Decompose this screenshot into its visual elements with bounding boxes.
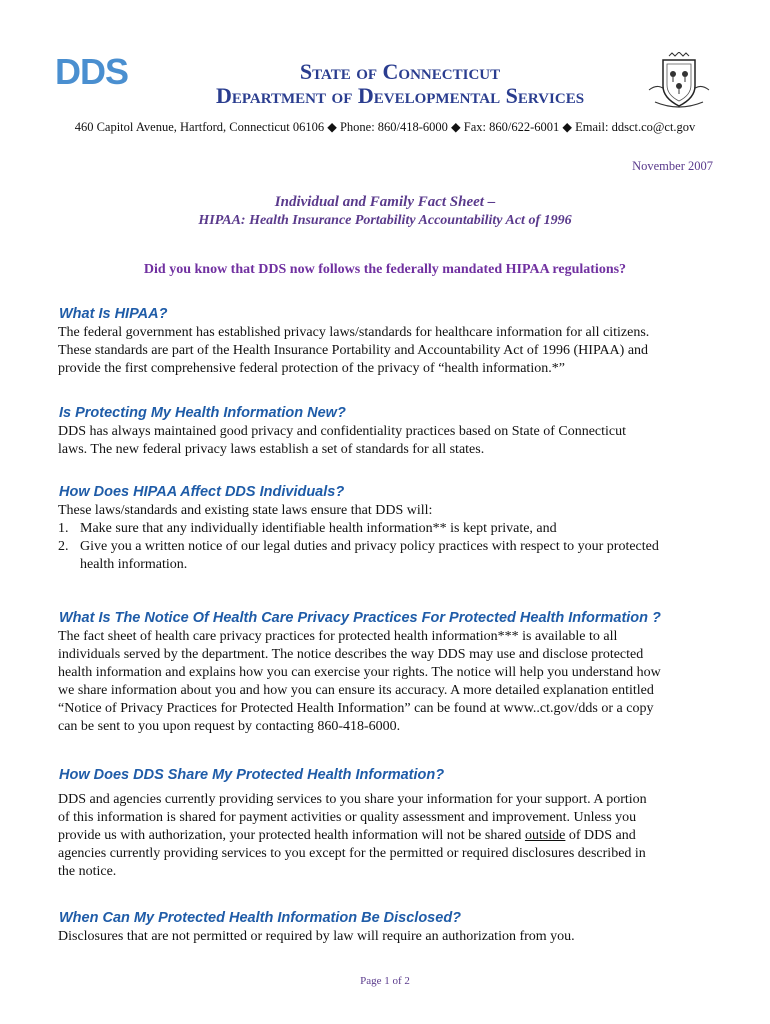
paragraph-hipaa-affect-intro: These laws/standards and existing state laws ensure that DDS will:: [58, 503, 433, 518]
dds-logo: DDS: [55, 51, 129, 92]
list-item: [58, 538, 718, 574]
page-number: Page 1 of 2: [360, 975, 410, 987]
list-text: Make sure that any individually identifiable health information** is kept private, and: [80, 521, 557, 536]
heading-notice-privacy-practices: What Is The Notice Of Health Care Privacy Practices For Protected Health Information ?: [59, 610, 661, 626]
paragraph-dds-share-info: [58, 791, 718, 881]
list-item: [58, 520, 718, 538]
heading-hipaa-affect: How Does HIPAA Affect DDS Individuals?: [59, 484, 345, 500]
org-name-line2: Department of Developmental Services: [215, 83, 585, 108]
fact-sheet-title: Individual and Family Fact Sheet –: [274, 194, 496, 210]
state-seal-icon: [645, 52, 713, 112]
text-line: provide the first comprehensive federal protection of the privacy of “health information.*”: [58, 361, 565, 376]
paragraph-notice-privacy-practices: [58, 628, 718, 736]
text-line: DDS has always maintained good privacy and confidentiality practices based on State of Connecticut: [58, 424, 627, 439]
underlined-word: outside: [524, 828, 566, 843]
paragraph-protecting-info: [58, 423, 718, 459]
contact-line: 460 Capitol Avenue, Hartford, Connecticut 06106 ◆ Phone: 860/418-6000 ◆ Fax: 860/622-6001 ◆ Email: ddsct.co@ct.gov: [74, 120, 696, 134]
text-line: we share information about you and how you can ensure its accuracy. A more detailed explanation entitled: [58, 683, 654, 698]
document-date: November 2007: [632, 159, 713, 173]
text-line: laws. The new federal privacy laws establish a set of standards for all states.: [58, 442, 485, 457]
text-line: “Notice of Privacy Practices for Protected Health Information” can be found at www..ct.gov/dds or a copy: [58, 701, 654, 716]
text-line: of this information is shared for payment activities or quality assessment and improvement. Unless you: [58, 810, 637, 825]
text-line: The fact sheet of health care privacy practices for protected health information*** is available to all: [58, 629, 618, 644]
list-number: 1.: [58, 521, 69, 536]
list-number: 2.: [58, 539, 69, 554]
text-line: health information and explains how you can exercise your rights. The notice will help you understand how: [58, 665, 661, 680]
fact-sheet-subtitle: HIPAA: Health Insurance Portability Accountability Act of 1996: [198, 213, 572, 228]
text-line: These standards are part of the Health Insurance Portability and Accountability Act of 1996 (HIPAA) and: [58, 343, 649, 358]
list-text-continued: health information.: [80, 557, 188, 572]
text-line: [58, 827, 718, 845]
list-text: Give you a written notice of our legal duties and privacy policy practices with respect to your protected: [80, 539, 659, 554]
paragraph-what-is-hipaa: [58, 324, 718, 378]
heading-what-is-hipaa: What Is HIPAA?: [59, 306, 168, 322]
text-line: can be sent to you upon request by contacting 860-418-6000.: [58, 719, 401, 734]
text-line: agencies currently providing services to you except for the permitted or required disclosures described in: [58, 846, 646, 861]
text-span: provide us with authorization, your protected health information will not be shared: [58, 828, 525, 843]
org-name-line1: State of Connecticut: [299, 59, 501, 84]
text-line: The federal government has established privacy laws/standards for healthcare information for all citizens.: [58, 325, 650, 340]
text-line: DDS and agencies currently providing services to you share your information for your support. A portion: [58, 792, 647, 807]
text-line: individuals served by the department. The notice describes the way DDS may use and disclose protected: [58, 647, 644, 662]
text-span: of DDS and: [565, 828, 636, 843]
heading-protecting-info: Is Protecting My Health Information New?: [59, 405, 346, 421]
heading-when-disclosed: When Can My Protected Health Information Be Disclosed?: [59, 910, 462, 926]
paragraph-when-disclosed: Disclosures that are not permitted or required by law will require an authorization from you.: [58, 929, 575, 944]
intro-question: Did you know that DDS now follows the federally mandated HIPAA regulations?: [143, 262, 627, 277]
text-line: the notice.: [58, 864, 117, 879]
heading-dds-share-info: How Does DDS Share My Protected Health Information?: [59, 767, 445, 783]
